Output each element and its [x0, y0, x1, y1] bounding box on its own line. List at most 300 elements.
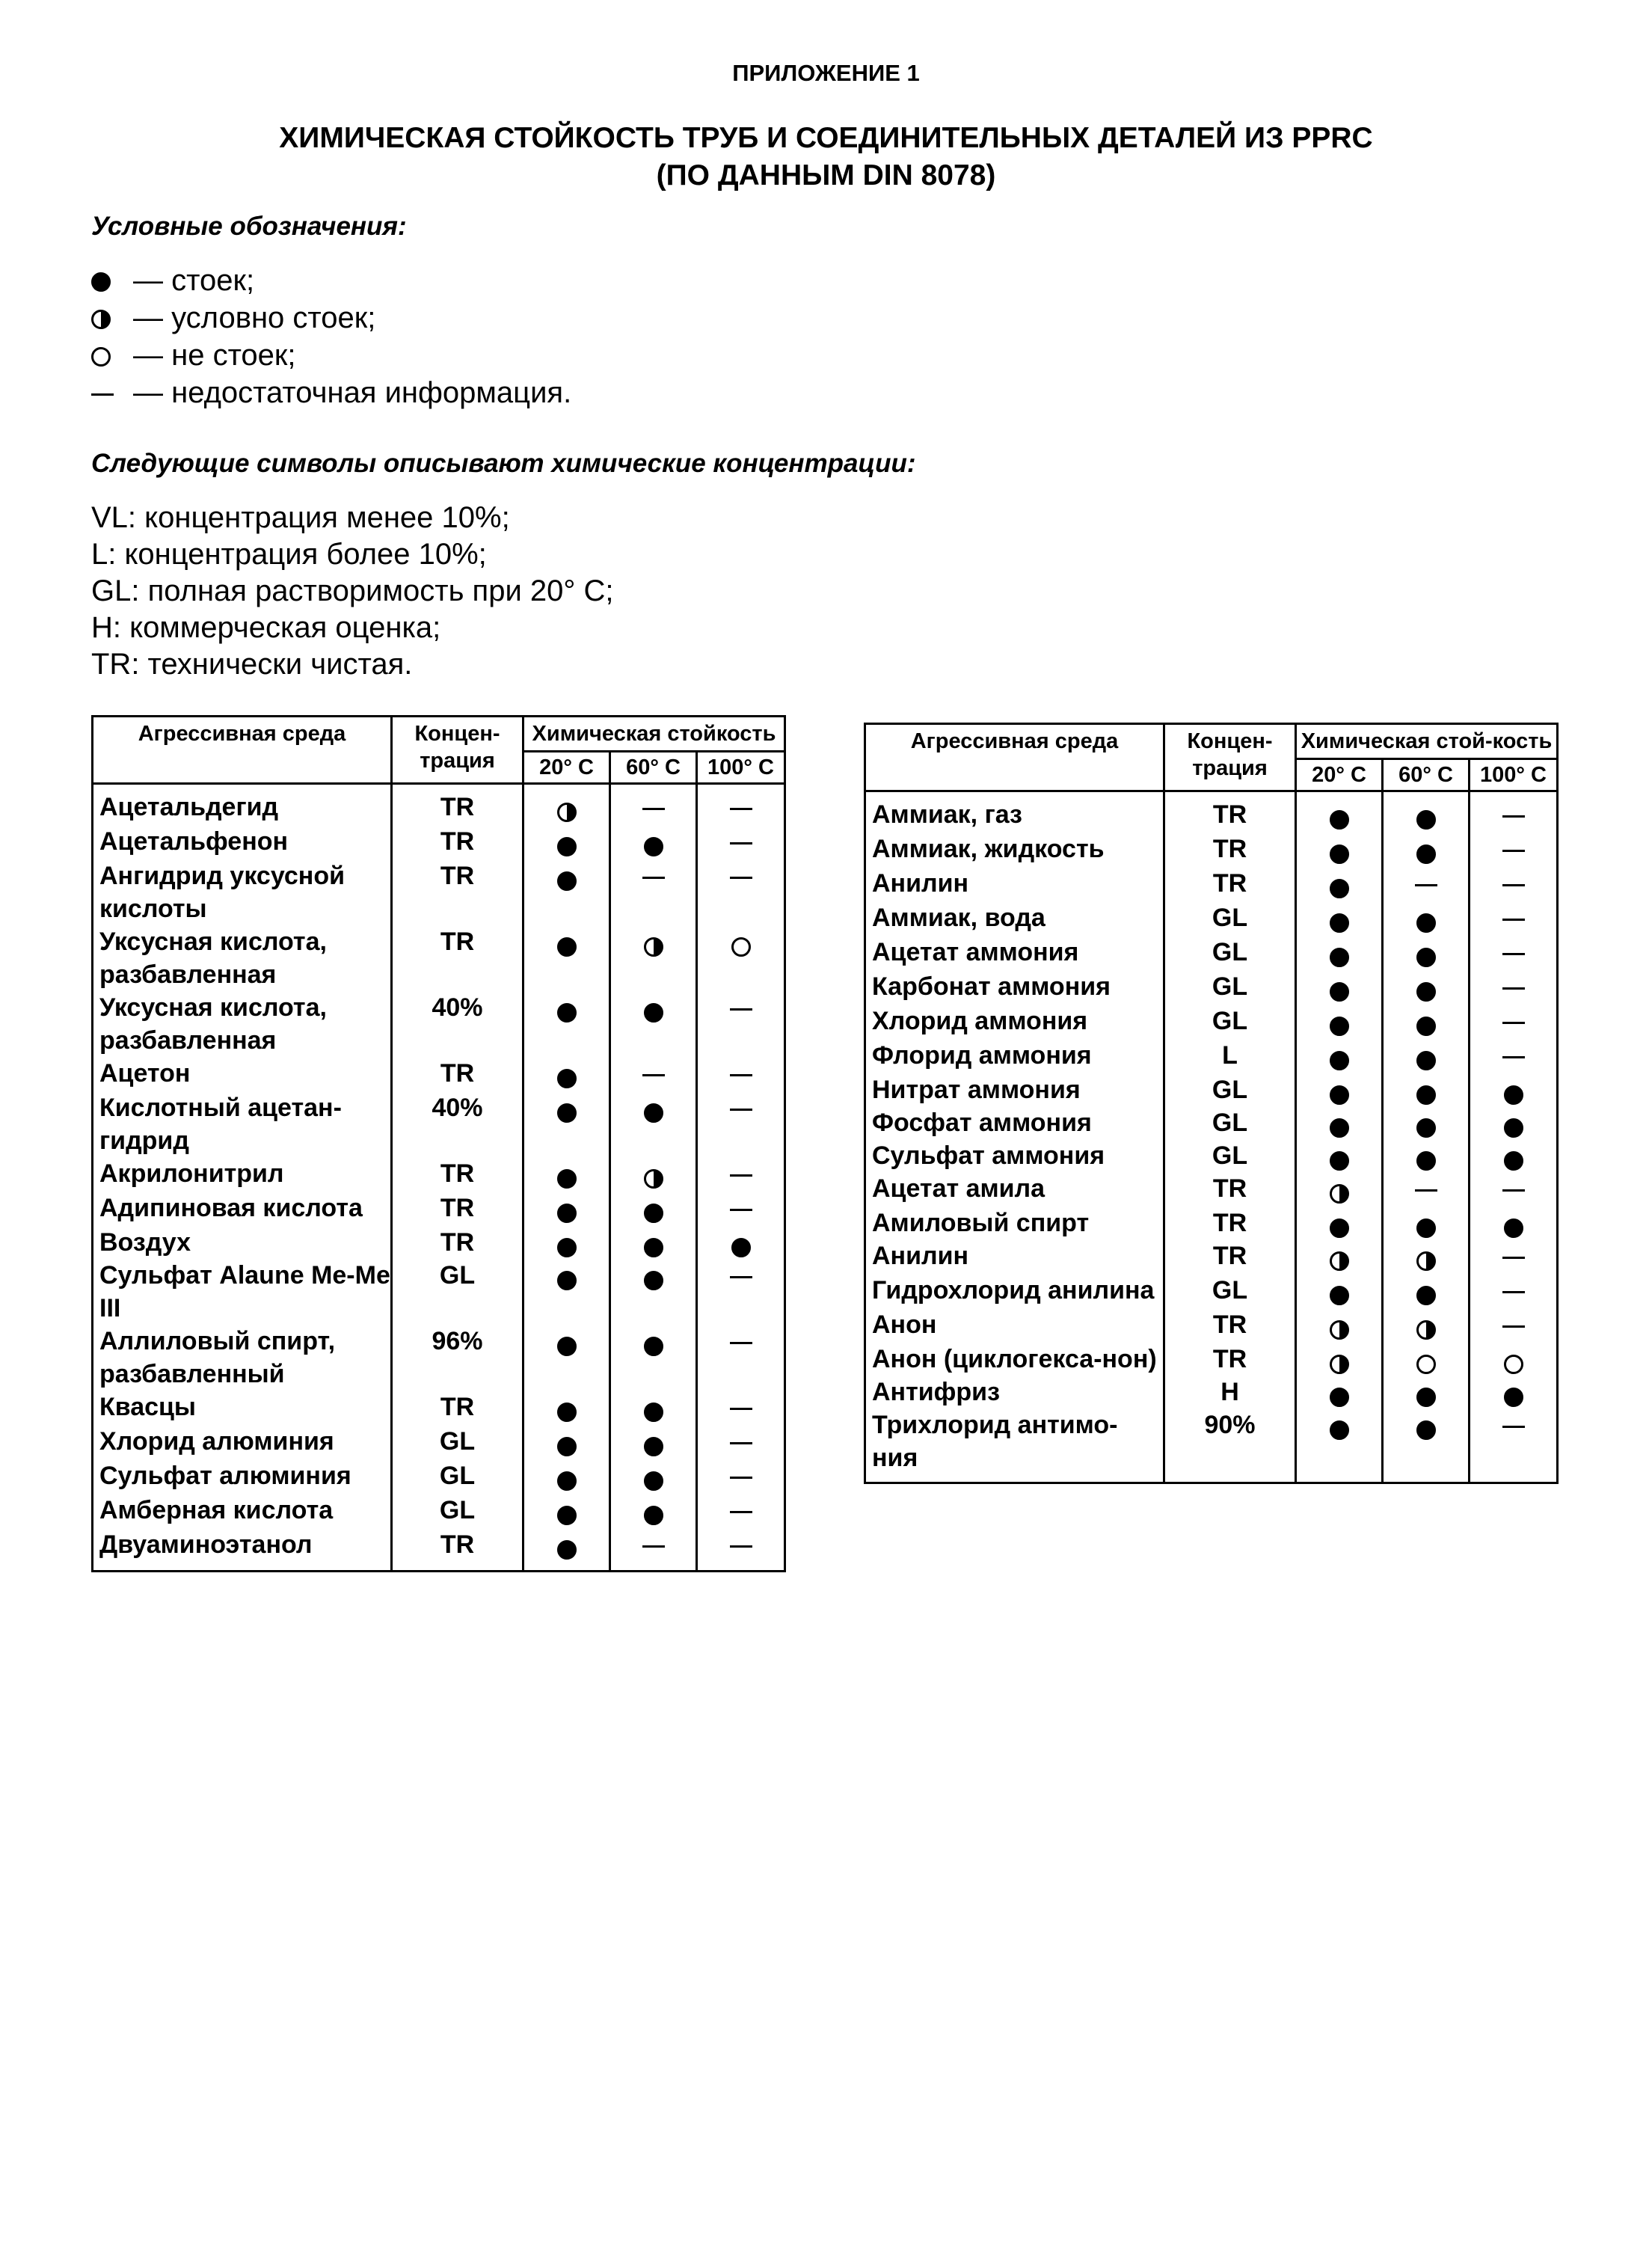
- resistance-cell-20: [523, 1528, 610, 1572]
- resistant-symbol-icon: [644, 1238, 663, 1257]
- resistance-cell-100: [697, 1157, 785, 1192]
- resistance-cell-20: [1296, 1343, 1383, 1376]
- resistance-cell-60: [1383, 901, 1470, 936]
- concentration-value: GL: [392, 1494, 523, 1528]
- table-row: [93, 925, 785, 991]
- insufficient-info-symbol-icon: [1502, 884, 1525, 886]
- resistant-symbol-icon: [1416, 982, 1436, 1002]
- concentration-value: TR: [1164, 1207, 1296, 1239]
- concentration-value: GL: [1164, 1005, 1296, 1039]
- resistance-cell-60: [610, 784, 697, 826]
- insufficient-info-symbol-icon: [1502, 1257, 1525, 1259]
- table-row: [865, 1207, 1558, 1239]
- resistant-symbol-icon: [644, 1003, 663, 1023]
- resistant-symbol-icon: [1330, 1051, 1349, 1070]
- insufficient-info-symbol-icon: [1502, 1325, 1525, 1328]
- resistance-cell-20: [1296, 1073, 1383, 1106]
- table-row: [93, 1391, 785, 1425]
- insufficient-info-symbol-icon: [730, 1342, 752, 1344]
- header-temp-60: 60° С: [610, 752, 697, 784]
- resistance-cell-100: [1470, 1207, 1558, 1239]
- resistant-symbol-icon: [1416, 1118, 1436, 1138]
- resistance-cell-100: [697, 1391, 785, 1425]
- resistance-cell-20: [523, 1494, 610, 1528]
- resistance-cell-60: [610, 1057, 697, 1091]
- insufficient-info-symbol-icon: [1502, 1426, 1525, 1428]
- concentration-value: GL: [1164, 936, 1296, 970]
- medium-name: Сульфат Alaune Me-Me III: [93, 1259, 392, 1325]
- resistance-cell-60: [610, 1226, 697, 1259]
- resistance-cell-20: [523, 784, 610, 826]
- medium-name: Хлорид алюминия: [93, 1425, 392, 1459]
- resistance-cell-20: [1296, 867, 1383, 901]
- legend-heading: Условные обозначения:: [91, 212, 407, 241]
- table-row: [93, 1226, 785, 1259]
- insufficient-info-symbol-icon: [730, 842, 752, 844]
- conditionally-resistant-symbol-icon: [644, 937, 663, 957]
- resistance-cell-100: [697, 1259, 785, 1325]
- header-resistance: Химическая стой-кость: [1296, 724, 1558, 759]
- resistant-symbol-icon: [1504, 1388, 1523, 1407]
- resistance-cell-100: [1470, 1106, 1558, 1139]
- resistance-cell-60: [1383, 791, 1470, 833]
- legend-list: [91, 262, 571, 411]
- resistance-cell-60: [1383, 1376, 1470, 1408]
- resistance-cell-100: [1470, 1343, 1558, 1376]
- appendix-label: ПРИЛОЖЕНИЕ 1: [732, 60, 920, 86]
- concentration-value: TR: [392, 1528, 523, 1572]
- resistance-cell-60: [1383, 1308, 1470, 1343]
- insufficient-info-symbol-icon: [1502, 1291, 1525, 1293]
- insufficient-info-symbol-icon: [1502, 987, 1525, 990]
- concentration-heading: Следующие символы описывают химические концентрации:: [91, 449, 916, 478]
- insufficient-info-symbol-icon: [642, 808, 665, 810]
- resistant-symbol-icon: [731, 1238, 751, 1257]
- insufficient-info-symbol-icon: [730, 1074, 752, 1076]
- resistance-cell-20: [1296, 1139, 1383, 1172]
- resistance-cell-60: [610, 1391, 697, 1425]
- resistance-cell-100: [697, 991, 785, 1057]
- resistant-symbol-icon: [1330, 1118, 1349, 1138]
- concentration-value: 40%: [392, 1091, 523, 1157]
- insufficient-info-symbol-icon: [1502, 850, 1525, 852]
- resistance-cell-100: [697, 1459, 785, 1494]
- legend-item: [91, 262, 571, 299]
- resistant-symbol-icon: [1416, 1388, 1436, 1407]
- resistance-table-right: [864, 723, 1559, 1484]
- resistance-cell-20: [523, 1459, 610, 1494]
- resistance-cell-20: [523, 1425, 610, 1459]
- resistant-symbol-icon: [557, 1337, 577, 1356]
- medium-name: Ангидрид уксусной кислоты: [93, 859, 392, 925]
- medium-name: Ацетон: [93, 1057, 392, 1091]
- insufficient-info-symbol-icon: [1502, 1056, 1525, 1058]
- medium-name: Квасцы: [93, 1391, 392, 1425]
- resistance-cell-60: [1383, 1005, 1470, 1039]
- resistance-cell-60: [610, 1157, 697, 1192]
- table-row: [93, 1091, 785, 1157]
- resistant-symbol-icon: [1416, 1051, 1436, 1070]
- medium-name: Карбонат аммония: [865, 970, 1164, 1005]
- insufficient-info-symbol-icon: [730, 1408, 752, 1410]
- header-temp-20: 20° С: [523, 752, 610, 784]
- insufficient-info-symbol-icon: [730, 1109, 752, 1111]
- insufficient-info-symbol-icon: [730, 1545, 752, 1548]
- resistance-cell-20: [523, 1157, 610, 1192]
- concentration-value: 90%: [1164, 1408, 1296, 1483]
- insufficient-info-symbol-icon: [730, 1008, 752, 1011]
- medium-name: Аммиак, газ: [865, 791, 1164, 833]
- resistant-symbol-icon: [557, 1204, 577, 1223]
- medium-name: Двуаминоэтанол: [93, 1528, 392, 1572]
- table-row: [865, 1039, 1558, 1073]
- insufficient-info-symbol-icon: [1415, 884, 1437, 886]
- concentration-value: TR: [1164, 1239, 1296, 1274]
- table-row: [93, 1057, 785, 1091]
- concentration-value: TR: [1164, 867, 1296, 901]
- concentration-value: TR: [1164, 1308, 1296, 1343]
- resistant-symbol-icon: [557, 1069, 577, 1088]
- resistant-symbol-icon: [644, 1337, 663, 1356]
- resistance-cell-100: [697, 784, 785, 826]
- resistance-cell-60: [1383, 1172, 1470, 1207]
- resistance-cell-100: [697, 1325, 785, 1391]
- medium-name: Ацетат аммония: [865, 936, 1164, 970]
- resistant-symbol-icon: [1330, 1017, 1349, 1036]
- table-row: [865, 833, 1558, 867]
- concentration-value: TR: [392, 825, 523, 859]
- resistant-symbol-icon: [644, 1402, 663, 1422]
- resistance-table-left: [91, 715, 786, 1572]
- table-row: [865, 1343, 1558, 1376]
- resistance-cell-20: [523, 1226, 610, 1259]
- table-row: [93, 1157, 785, 1192]
- resistance-cell-20: [1296, 901, 1383, 936]
- resistant-symbol-icon: [1330, 1151, 1349, 1171]
- table-row: [865, 1274, 1558, 1308]
- resistance-cell-60: [1383, 1207, 1470, 1239]
- resistance-cell-100: [1470, 1376, 1558, 1408]
- resistance-cell-20: [1296, 970, 1383, 1005]
- insufficient-info-symbol-icon: [1502, 1189, 1525, 1192]
- resistance-cell-20: [1296, 1274, 1383, 1308]
- resistant-symbol-icon: [1330, 1388, 1349, 1407]
- medium-name: Трихлорид антимо-ния: [865, 1408, 1164, 1483]
- medium-name: Воздух: [93, 1226, 392, 1259]
- table-row: [865, 1308, 1558, 1343]
- resistance-cell-60: [1383, 1039, 1470, 1073]
- conditionally-resistant-symbol-icon: [1330, 1251, 1349, 1271]
- resistance-cell-20: [1296, 1005, 1383, 1039]
- medium-name: Сульфат аммония: [865, 1139, 1164, 1172]
- medium-name: Акрилонитрил: [93, 1157, 392, 1192]
- conditionally-resistant-symbol-icon: [1330, 1184, 1349, 1204]
- insufficient-info-symbol-icon: [730, 1477, 752, 1479]
- resistant-symbol-icon: [644, 1437, 663, 1456]
- resistant-symbol-icon: [1330, 948, 1349, 967]
- insufficient-info-symbol-icon: [91, 393, 114, 396]
- resistant-symbol-icon: [557, 1402, 577, 1422]
- resistance-cell-100: [1470, 901, 1558, 936]
- insufficient-info-symbol-icon: [642, 1074, 665, 1076]
- resistant-symbol-icon: [644, 1471, 663, 1491]
- title-line-1: ХИМИЧЕСКАЯ СТОЙКОСТЬ ТРУБ И СОЕДИНИТЕЛЬНЫХ ДЕТАЛЕЙ ИЗ PPRC: [279, 122, 1373, 154]
- insufficient-info-symbol-icon: [1502, 953, 1525, 955]
- resistant-symbol-icon: [1330, 1420, 1349, 1440]
- table-row: [93, 1192, 785, 1226]
- medium-name: Уксусная кислота, разбавленная: [93, 925, 392, 991]
- resistance-cell-100: [1470, 867, 1558, 901]
- resistant-symbol-icon: [1330, 879, 1349, 898]
- insufficient-info-symbol-icon: [730, 1174, 752, 1177]
- legend-item: [91, 374, 571, 411]
- concentration-value: TR: [392, 1391, 523, 1425]
- table-row: [865, 936, 1558, 970]
- page-title: [0, 120, 1652, 194]
- resistance-cell-20: [1296, 936, 1383, 970]
- table-row: [93, 784, 785, 826]
- concentration-item: TR: технически чистая.: [91, 648, 413, 681]
- resistance-cell-60: [1383, 867, 1470, 901]
- resistant-symbol-icon: [1416, 913, 1436, 933]
- concentration-item: GL: полная растворимость при 20° С;: [91, 574, 614, 607]
- resistant-symbol-icon: [1330, 810, 1349, 830]
- resistant-symbol-icon: [1330, 1218, 1349, 1238]
- resistance-cell-60: [610, 1494, 697, 1528]
- insufficient-info-symbol-icon: [730, 808, 752, 810]
- resistance-cell-20: [1296, 791, 1383, 833]
- resistance-cell-60: [1383, 833, 1470, 867]
- concentration-item: VL: концентрация менее 10%;: [91, 501, 510, 534]
- concentration-list: [91, 500, 614, 683]
- resistant-symbol-icon: [644, 1204, 663, 1223]
- concentration-value: GL: [392, 1459, 523, 1494]
- resistant-symbol-icon: [1330, 913, 1349, 933]
- concentration-value: H: [1164, 1376, 1296, 1408]
- medium-name: Фосфат аммония: [865, 1106, 1164, 1139]
- resistance-cell-60: [1383, 1343, 1470, 1376]
- table-row: [865, 1408, 1558, 1483]
- resistance-cell-60: [1383, 1239, 1470, 1274]
- medium-name: Аммиак, вода: [865, 901, 1164, 936]
- resistant-symbol-icon: [1416, 1218, 1436, 1238]
- resistance-cell-100: [1470, 791, 1558, 833]
- table-body-right: [865, 791, 1558, 1483]
- resistant-symbol-icon: [557, 1169, 577, 1189]
- resistance-cell-100: [1470, 1408, 1558, 1483]
- insufficient-info-symbol-icon: [730, 1511, 752, 1513]
- table-row: [865, 791, 1558, 833]
- medium-name: Гидрохлорид анилина: [865, 1274, 1164, 1308]
- resistance-cell-60: [1383, 1139, 1470, 1172]
- resistant-symbol-icon: [91, 272, 111, 292]
- resistance-cell-100: [697, 1494, 785, 1528]
- resistance-cell-60: [610, 1425, 697, 1459]
- resistance-cell-100: [697, 1528, 785, 1572]
- not-resistant-symbol-icon: [731, 937, 751, 957]
- table-row: [93, 859, 785, 925]
- medium-name: Аллиловый спирт, разбавленный: [93, 1325, 392, 1391]
- resistant-symbol-icon: [557, 1003, 577, 1023]
- resistance-cell-100: [697, 1057, 785, 1091]
- medium-name: Амберная кислота: [93, 1494, 392, 1528]
- concentration-item: L: концентрация более 10%;: [91, 538, 487, 571]
- resistance-cell-20: [523, 1192, 610, 1226]
- resistance-cell-20: [1296, 1039, 1383, 1073]
- insufficient-info-symbol-icon: [1502, 815, 1525, 818]
- legend-item: [91, 337, 571, 374]
- concentration-value: GL: [1164, 1073, 1296, 1106]
- resistance-cell-20: [523, 859, 610, 925]
- resistant-symbol-icon: [1330, 844, 1349, 864]
- concentration-value: TR: [1164, 791, 1296, 833]
- resistance-cell-60: [1383, 970, 1470, 1005]
- insufficient-info-symbol-icon: [1502, 919, 1525, 921]
- resistance-cell-60: [610, 1091, 697, 1157]
- resistance-cell-60: [1383, 1073, 1470, 1106]
- resistant-symbol-icon: [1330, 982, 1349, 1002]
- resistance-cell-60: [1383, 1408, 1470, 1483]
- legend-item-text: — недостаточная информация.: [133, 376, 572, 409]
- resistant-symbol-icon: [1504, 1085, 1523, 1105]
- header-medium: Агрессивная среда: [93, 717, 392, 784]
- resistance-cell-100: [1470, 1139, 1558, 1172]
- concentration-value: TR: [392, 859, 523, 925]
- resistance-cell-60: [1383, 1106, 1470, 1139]
- resistance-cell-60: [610, 1325, 697, 1391]
- header-medium: Агрессивная среда: [865, 724, 1164, 791]
- resistance-cell-60: [610, 991, 697, 1057]
- legend-item-text: — не стоек;: [133, 339, 296, 372]
- header-resistance: Химическая стойкость: [523, 717, 785, 752]
- concentration-value: GL: [1164, 1139, 1296, 1172]
- insufficient-info-symbol-icon: [730, 877, 752, 879]
- table-row: [865, 1073, 1558, 1106]
- concentration-item: H: коммерческая оценка;: [91, 611, 441, 644]
- insufficient-info-symbol-icon: [730, 1276, 752, 1278]
- resistance-cell-20: [523, 1091, 610, 1157]
- table-row: [93, 825, 785, 859]
- insufficient-info-symbol-icon: [1502, 1022, 1525, 1024]
- resistance-cell-100: [697, 925, 785, 991]
- legend-item: [91, 299, 571, 337]
- resistant-symbol-icon: [1416, 1151, 1436, 1171]
- medium-name: Ацетальдегид: [93, 784, 392, 826]
- table-row: [93, 1459, 785, 1494]
- resistance-cell-20: [1296, 1106, 1383, 1139]
- header-concentration: Концен-трация: [1164, 724, 1296, 791]
- table-body-left: [93, 784, 785, 1572]
- header-temp-20: 20° С: [1296, 759, 1383, 791]
- resistant-symbol-icon: [1416, 1085, 1436, 1105]
- resistance-cell-20: [1296, 1207, 1383, 1239]
- legend-item-text: — стоек;: [133, 264, 255, 297]
- insufficient-info-symbol-icon: [642, 877, 665, 879]
- resistant-symbol-icon: [557, 1506, 577, 1525]
- not-resistant-symbol-icon: [91, 347, 111, 367]
- resistance-cell-60: [610, 925, 697, 991]
- concentration-value: TR: [1164, 833, 1296, 867]
- medium-name: Анилин: [865, 867, 1164, 901]
- not-resistant-symbol-icon: [1504, 1355, 1523, 1374]
- medium-name: Сульфат алюминия: [93, 1459, 392, 1494]
- resistance-cell-20: [523, 925, 610, 991]
- concentration-value: TR: [392, 1226, 523, 1259]
- resistance-cell-100: [1470, 1005, 1558, 1039]
- medium-name: Адипиновая кислота: [93, 1192, 392, 1226]
- concentration-value: TR: [392, 784, 523, 826]
- resistance-cell-60: [610, 1192, 697, 1226]
- table-row: [865, 1005, 1558, 1039]
- resistance-cell-100: [1470, 936, 1558, 970]
- resistance-cell-60: [610, 825, 697, 859]
- medium-name: Антифриз: [865, 1376, 1164, 1408]
- resistance-cell-100: [697, 1091, 785, 1157]
- concentration-value: GL: [1164, 970, 1296, 1005]
- resistance-cell-20: [523, 1391, 610, 1425]
- resistant-symbol-icon: [1416, 844, 1436, 864]
- medium-name: Анилин: [865, 1239, 1164, 1274]
- concentration-value: GL: [1164, 901, 1296, 936]
- resistance-cell-100: [1470, 1308, 1558, 1343]
- table-row: [865, 970, 1558, 1005]
- resistant-symbol-icon: [1504, 1218, 1523, 1238]
- resistant-symbol-icon: [1416, 810, 1436, 830]
- conditionally-resistant-symbol-icon: [91, 310, 111, 329]
- resistant-symbol-icon: [1416, 948, 1436, 967]
- resistant-symbol-icon: [557, 1103, 577, 1123]
- resistance-cell-20: [523, 1259, 610, 1325]
- concentration-value: GL: [392, 1259, 523, 1325]
- resistant-symbol-icon: [557, 1437, 577, 1456]
- medium-name: Флорид аммония: [865, 1039, 1164, 1073]
- resistance-cell-20: [1296, 1408, 1383, 1483]
- resistance-cell-20: [523, 991, 610, 1057]
- resistance-cell-20: [1296, 833, 1383, 867]
- concentration-value: TR: [1164, 1172, 1296, 1207]
- conditionally-resistant-symbol-icon: [1330, 1355, 1349, 1374]
- conditionally-resistant-symbol-icon: [1416, 1251, 1436, 1271]
- medium-name: Амиловый спирт: [865, 1207, 1164, 1239]
- resistance-cell-20: [1296, 1376, 1383, 1408]
- medium-name: Анон (циклогекса-нон): [865, 1343, 1164, 1376]
- table-row: [865, 867, 1558, 901]
- concentration-value: GL: [1164, 1106, 1296, 1139]
- resistance-cell-100: [1470, 1274, 1558, 1308]
- resistant-symbol-icon: [557, 937, 577, 957]
- resistance-cell-20: [1296, 1308, 1383, 1343]
- resistance-cell-100: [697, 1226, 785, 1259]
- table-row: [865, 1139, 1558, 1172]
- medium-name: Аммиак, жидкость: [865, 833, 1164, 867]
- resistant-symbol-icon: [644, 1271, 663, 1290]
- concentration-value: TR: [392, 1192, 523, 1226]
- concentration-value: TR: [392, 925, 523, 991]
- resistant-symbol-icon: [557, 871, 577, 891]
- title-line-2: (ПО ДАННЫМ DIN 8078): [656, 159, 996, 191]
- table-row: [865, 1239, 1558, 1274]
- resistance-cell-60: [610, 1528, 697, 1572]
- resistance-cell-100: [697, 859, 785, 925]
- medium-name: Ацетат амила: [865, 1172, 1164, 1207]
- concentration-value: TR: [1164, 1343, 1296, 1376]
- resistant-symbol-icon: [557, 837, 577, 856]
- resistance-cell-100: [1470, 970, 1558, 1005]
- resistance-cell-100: [1470, 1073, 1558, 1106]
- insufficient-info-symbol-icon: [1415, 1189, 1437, 1192]
- table-row: [865, 1106, 1558, 1139]
- resistant-symbol-icon: [1504, 1151, 1523, 1171]
